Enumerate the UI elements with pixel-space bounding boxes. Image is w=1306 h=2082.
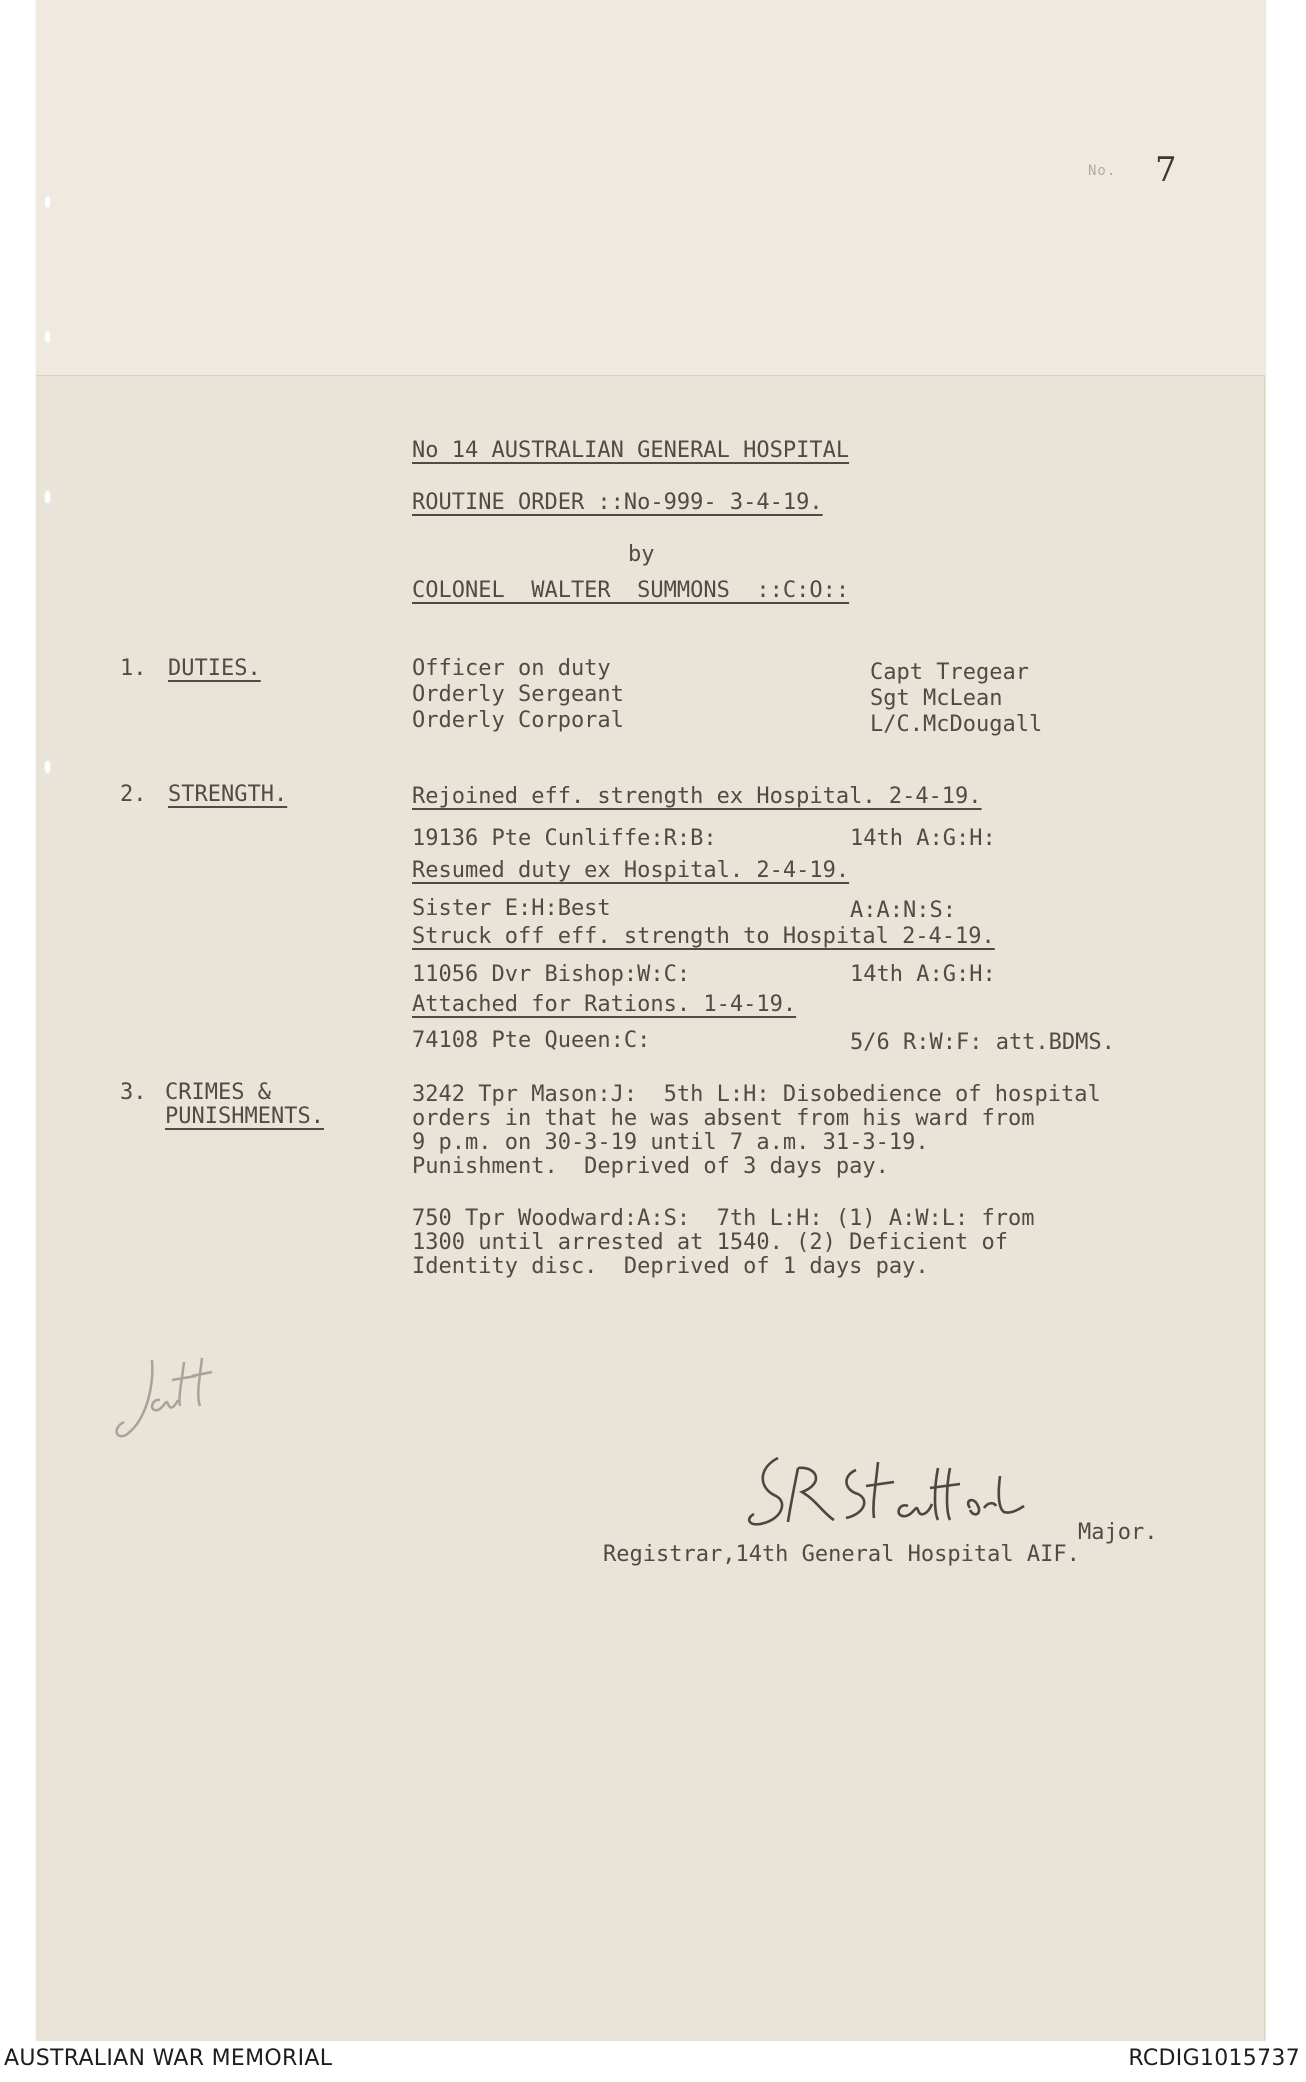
strength-resumed-heading: Resumed duty ex Hospital. 2-4-19. xyxy=(412,858,850,883)
crimes-heading-line2: PUNISHMENTS. xyxy=(165,1104,324,1129)
duty-role: Orderly Sergeant xyxy=(412,682,624,707)
strength-entry-unit: 5/6 R:W:F: att.BDMS. xyxy=(850,1030,1115,1055)
strength-heading: STRENGTH. xyxy=(168,782,288,807)
crime-entry-line: 3242 Tpr Mason:J: 5th L:H: Disobedience of hospital xyxy=(412,1082,1101,1107)
strength-entry-who: 11056 Dvr Bishop:W:C: xyxy=(412,962,691,987)
strength-entry-who: 74108 Pte Queen:C: xyxy=(412,1028,651,1053)
header-by: by xyxy=(628,542,655,567)
punch-hole xyxy=(44,760,51,774)
header-commanding-officer: COLONEL WALTER SUMMONS ::C:O:: xyxy=(412,578,850,603)
duty-name: L/C.McDougall xyxy=(870,712,1043,737)
header-hospital-name: No 14 AUSTRALIAN GENERAL HOSPITAL xyxy=(412,438,850,463)
punch-hole xyxy=(44,195,51,209)
strength-entry-who: Sister E:H:Best xyxy=(412,896,611,921)
strength-entry-unit: 14th A:G:H: xyxy=(850,826,996,851)
strength-number: 2. xyxy=(120,782,147,807)
duty-role: Officer on duty xyxy=(412,656,611,681)
signatory-rank: Major. xyxy=(1078,1520,1158,1545)
pencil-initials-signature xyxy=(112,1340,242,1450)
crime-entry-line: Identity disc. Deprived of 1 days pay. xyxy=(412,1254,929,1279)
strength-entry-unit: 14th A:G:H: xyxy=(850,962,996,987)
page-number: 7 xyxy=(1155,150,1177,190)
duty-name: Sgt McLean xyxy=(870,686,1003,711)
page-number-mark: No. xyxy=(1088,163,1117,179)
duties-heading: DUTIES. xyxy=(168,656,261,681)
strength-rejoined-heading: Rejoined eff. strength ex Hospital. 2-4-19. xyxy=(412,784,982,809)
punch-hole xyxy=(44,330,51,344)
duties-number: 1. xyxy=(120,656,147,681)
crime-entry-line: 1300 until arrested at 1540. (2) Deficient of xyxy=(412,1230,1009,1255)
punch-hole xyxy=(44,490,51,504)
strength-entry-who: 19136 Pte Cunliffe:R:B: xyxy=(412,826,717,851)
duty-role: Orderly Corporal xyxy=(412,708,624,733)
signatory-title: Registrar,14th General Hospital AIF. xyxy=(603,1542,1080,1567)
header-routine-order: ROUTINE ORDER ::No-999- 3-4-19. xyxy=(412,490,823,515)
crime-entry-line: Punishment. Deprived of 3 days pay. xyxy=(412,1154,889,1179)
crime-entry-line: 9 p.m. on 30-3-19 until 7 a.m. 31-3-19. xyxy=(412,1130,929,1155)
crimes-number: 3. xyxy=(120,1080,147,1105)
crimes-heading-line1: CRIMES & xyxy=(165,1080,271,1105)
duty-name: Capt Tregear xyxy=(870,660,1029,685)
strength-struck-off-heading: Struck off eff. strength to Hospital 2-4-19. xyxy=(412,924,995,949)
crime-entry-line: 750 Tpr Woodward:A:S: 7th L:H: (1) A:W:L: from xyxy=(412,1206,1035,1231)
footer-record-id: RCDIG1015737 xyxy=(1128,2046,1300,2071)
ink-signature xyxy=(738,1448,1028,1538)
strength-attached-heading: Attached for Rations. 1-4-19. xyxy=(412,992,797,1017)
footer-archive-name: AUSTRALIAN WAR MEMORIAL xyxy=(4,2046,333,2071)
crime-entry-line: orders in that he was absent from his ward from xyxy=(412,1106,1035,1131)
strength-entry-unit: A:A:N:S: xyxy=(850,898,956,923)
